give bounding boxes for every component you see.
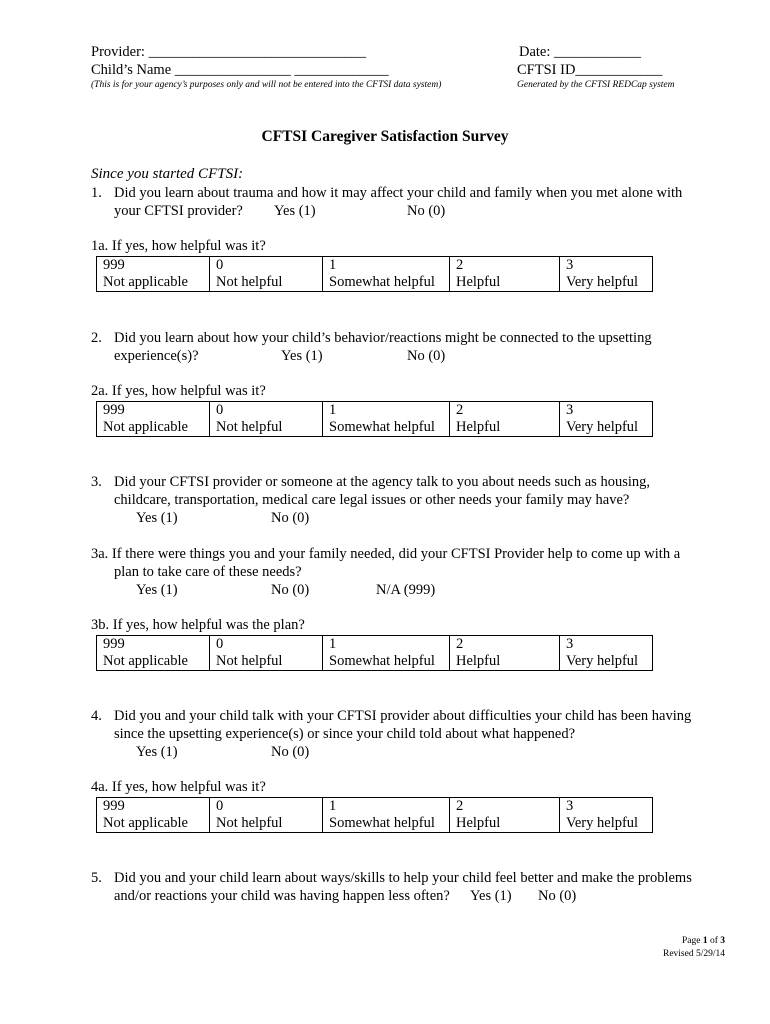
question-4-yes-option[interactable]: Yes (1) — [136, 744, 178, 760]
question-3b-text: 3b. If yes, how helpful was the plan? — [91, 617, 305, 633]
question-1a-text: 1a. If yes, how helpful was it? — [91, 238, 266, 254]
question-number: 1. — [91, 185, 102, 201]
question-4-text-cont: since the upsetting experience(s) or since your child told about what happened? — [114, 726, 576, 742]
helpfulness-scale-4a — [96, 797, 653, 833]
question-4-no-option[interactable]: No (0) — [271, 744, 310, 760]
question-2-text: Did you learn about how your child’s behavior/reactions might be connected to the upsetting — [114, 330, 652, 346]
question-1-no-option[interactable]: No (0) — [407, 203, 446, 219]
scale-option-2[interactable]: 2 Helpful — [450, 636, 560, 671]
revision-date: Revised 5/29/14 — [662, 949, 725, 959]
question-4a-text: 4a. If yes, how helpful was it? — [91, 779, 266, 795]
provider-field[interactable]: Provider: ______________________________ — [91, 44, 367, 60]
page-number: Page 1 of 3 — [681, 936, 725, 946]
question-2-text-cont: experience(s)? — [114, 348, 199, 364]
scale-option-na[interactable]: 999 Not applicable — [97, 636, 210, 671]
generated-note: Generated by the CFTSI REDCap system — [517, 80, 675, 90]
scale-option-na[interactable]: 999 Not applicable — [97, 798, 210, 833]
scale-option-0[interactable]: 0 Not helpful — [210, 257, 323, 292]
question-5-text: Did you and your child learn about ways/skills to help your child feel better and make the problems — [114, 870, 692, 886]
cftsi-id-field[interactable]: CFTSI ID____________ — [517, 62, 663, 78]
question-number: 3. — [91, 474, 102, 490]
scale-option-2[interactable]: 2 Helpful — [450, 798, 560, 833]
scale-option-3[interactable]: 3 Very helpful — [560, 798, 653, 833]
scale-option-3[interactable]: 3 Very helpful — [560, 636, 653, 671]
question-2-yes-option[interactable]: Yes (1) — [281, 348, 323, 364]
question-1-text-cont: your CFTSI provider? — [114, 203, 243, 219]
question-3a-no-option[interactable]: No (0) — [271, 582, 310, 598]
question-5-yes-option[interactable]: Yes (1) — [470, 888, 512, 904]
question-1-text: Did you learn about trauma and how it may affect your child and family when you met alone with — [114, 185, 683, 201]
question-number: 4. — [91, 708, 102, 724]
scale-option-1[interactable]: 1 Somewhat helpful — [323, 636, 450, 671]
scale-option-0[interactable]: 0 Not helpful — [210, 636, 323, 671]
question-2a-text: 2a. If yes, how helpful was it? — [91, 383, 266, 399]
helpfulness-scale-1a — [96, 256, 653, 292]
question-2-no-option[interactable]: No (0) — [407, 348, 446, 364]
question-4-text: Did you and your child talk with your CFTSI provider about difficulties your child has been having — [114, 708, 692, 724]
scale-option-2[interactable]: 2 Helpful — [450, 257, 560, 292]
question-3-text: Did your CFTSI provider or someone at the agency talk to you about needs such as housing, — [114, 474, 650, 490]
question-3a-yes-option[interactable]: Yes (1) — [136, 582, 178, 598]
question-3-no-option[interactable]: No (0) — [271, 510, 310, 526]
intro-heading: Since you started CFTSI: — [91, 166, 244, 182]
child-name-field[interactable]: Child’s Name ________________ _____________ — [91, 62, 389, 78]
agency-note: (This is for your agency’s purposes only and will not be entered into the CFTSI data system) — [91, 80, 442, 90]
helpfulness-scale-3b — [96, 635, 653, 671]
question-3-yes-option[interactable]: Yes (1) — [136, 510, 178, 526]
question-3-text-cont: childcare, transportation, medical care legal issues or other needs your family may have? — [114, 492, 630, 508]
scale-option-1[interactable]: 1 Somewhat helpful — [323, 798, 450, 833]
question-number: 5. — [91, 870, 102, 886]
scale-option-na[interactable]: 999 Not applicable — [97, 257, 210, 292]
scale-option-na[interactable]: 999 Not applicable — [97, 402, 210, 437]
page-title: CFTSI Caregiver Satisfaction Survey — [261, 128, 509, 145]
question-3a-text-cont: plan to take care of these needs? — [114, 564, 302, 580]
scale-option-0[interactable]: 0 Not helpful — [210, 402, 323, 437]
question-number: 2. — [91, 330, 102, 346]
scale-option-1[interactable]: 1 Somewhat helpful — [323, 402, 450, 437]
scale-option-3[interactable]: 3 Very helpful — [560, 257, 653, 292]
scale-option-2[interactable]: 2 Helpful — [450, 402, 560, 437]
scale-option-0[interactable]: 0 Not helpful — [210, 798, 323, 833]
question-3a-text: 3a. If there were things you and your family needed, did your CFTSI Provider help to come up with a — [91, 546, 681, 562]
date-field[interactable]: Date: ____________ — [519, 44, 642, 60]
question-3a-na-option[interactable]: N/A (999) — [376, 582, 436, 598]
question-5-no-option[interactable]: No (0) — [538, 888, 577, 904]
question-5-text-cont: and/or reactions your child was having happen less often? — [114, 888, 450, 904]
question-1-yes-option[interactable]: Yes (1) — [274, 203, 316, 219]
scale-option-3[interactable]: 3 Very helpful — [560, 402, 653, 437]
scale-option-1[interactable]: 1 Somewhat helpful — [323, 257, 450, 292]
helpfulness-scale-2a — [96, 401, 653, 437]
